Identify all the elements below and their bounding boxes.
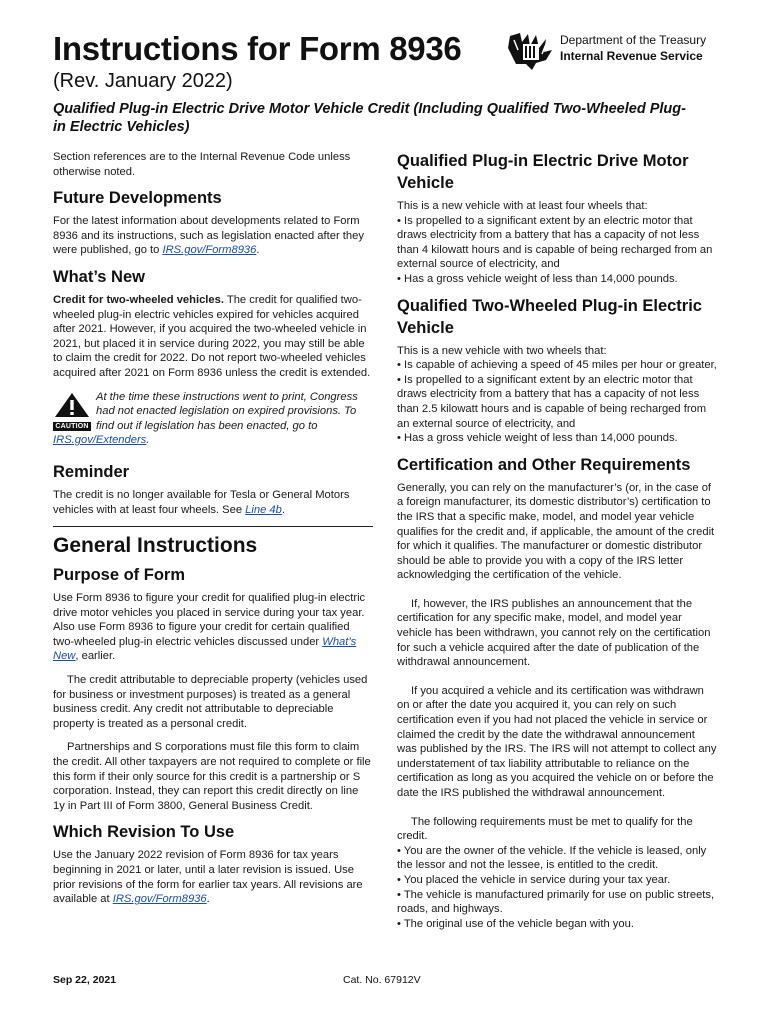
two-wheeled-heading: Qualified Two-Wheeled Plug-in Electric Vehicle: [397, 296, 702, 337]
general-instructions-heading: General Instructions: [53, 534, 258, 558]
whats-new-lead: Credit for two-wheeled vehicles.: [53, 293, 224, 306]
list-item: • The vehicle is manufactured primarily for use on public streets, roads, and highways.: [397, 888, 715, 916]
whats-new-heading: What’s New: [53, 267, 145, 286]
footer-date: Sep 22, 2021: [53, 974, 117, 986]
revision-date: (Rev. January 2022): [53, 70, 233, 92]
future-developments-text: For the latest information about developments related to Form 8936 and its instructions, such as legislation enacted after they were published, go to IRS.gov/Form8936.: [53, 215, 364, 257]
list-item: • You are the owner of the vehicle. If the vehicle is leased, only the lessor and not the lessee, is entitled to the credit.: [397, 844, 707, 872]
whats-new-link[interactable]: What’s New: [53, 635, 357, 663]
certification-paragraph-3: If you acquired a vehicle and its certification was withdrawn on or after the date you acquired it, you can rely on such certification even if you had not placed the vehicle in service or claimed the credit by the date the withdrawal announcement was published by the IRS. The IRS will not attempt to collect any understatement of tax liability attributable to reliance on the certification as long as you acquired the vehicle on or before the date the IRS published the withdrawal announcement.: [397, 684, 717, 799]
footer-catalog-number: Cat. No. 67912V: [343, 974, 421, 986]
which-revision-heading: Which Revision To Use: [53, 823, 235, 842]
agency-irs: Internal Revenue Service: [560, 49, 703, 63]
future-developments-heading: Future Developments: [53, 189, 222, 208]
irs-form8936-link-2[interactable]: IRS.gov/Form8936: [112, 893, 207, 906]
caution-label: CAUTION: [53, 422, 91, 431]
list-item: • Is capable of achieving a speed of 45 miles per hour or greater,: [397, 359, 717, 372]
certification-paragraph-4: The following requirements must be met to qualify for the credit.: [397, 815, 693, 843]
certification-heading: Certification and Other Requirements: [397, 455, 691, 474]
reminder-heading: Reminder: [53, 462, 130, 481]
section-divider: [53, 526, 373, 527]
list-item: • Is propelled to a significant extent by an electric motor that draws electricity from a battery that has a capacity of not less than 4 kilowatt hours and is capable of being recharged from an external source of electricity, and: [397, 214, 713, 271]
irs-form8936-link[interactable]: IRS.gov/Form8936: [162, 244, 257, 257]
form-subtitle: Qualified Plug-in Electric Drive Motor Vehicle Credit (Including Qualified Two-Wheeled Plug-in Electric Vehicles): [53, 101, 686, 135]
warning-triangle-icon: [54, 392, 90, 418]
ev-heading: Qualified Plug-in Electric Drive Motor Vehicle: [397, 152, 689, 192]
purpose-paragraph-3: Partnerships and S corporations must file this form to claim the credit. All other taxpayers are not required to complete or file this form if their only source for this credit is a partnership or S corporation. Instead, they can report this credit directly on line 1y in Part III of Form 3800, General Business Credit.: [53, 741, 371, 812]
list-item: • Has a gross vehicle weight of less than 14,000 pounds.: [397, 432, 678, 445]
agency-name: [560, 32, 706, 64]
list-item: • The original use of the vehicle began with you.: [397, 917, 634, 930]
list-item: • Is propelled to a significant extent by an electric motor that draws electricity from a battery that has a capacity of not less than 2.5 kilowatt hours and is capable of being recharged from an external source of electricity, and: [397, 373, 707, 430]
irs-extenders-link[interactable]: IRS.gov/Extenders: [53, 434, 147, 447]
purpose-paragraph-2: The credit attributable to depreciable property (vehicles used for business or investment purposes) is treated as a general business credit. Any credit not attributable to depreciable property is treated as a personal credit.: [53, 674, 368, 730]
left-column: [53, 150, 373, 916]
which-revision-text: Use the January 2022 revision of Form 8936 for tax years beginning in 2021 or later, until a later revision is issued. Use prior revisions of the form for earlier tax years. All revisions are available at IRS.gov/Form8936.: [53, 849, 363, 906]
purpose-paragraph-1: Use Form 8936 to figure your credit for qualified plug-in electric drive motor vehicles you placed in service during your tax year. Also use Form 8936 to figure your credit for certain qualified two-wheeled plug-in electric vehicles discussed under What’s New, earlier.: [53, 592, 366, 663]
list-item: • You placed the vehicle in service during your tax year.: [397, 873, 671, 886]
intro-text: Section references are to the Internal Revenue Code unless otherwise noted.: [53, 151, 351, 178]
ev-intro: This is a new vehicle with at least four wheels that:: [397, 200, 648, 212]
reminder-text: The credit is no longer available for Tesla or General Motors vehicles with at least four wheels. See Line 4b.: [53, 488, 350, 516]
caution-note: CAUTION At the time these instructions went to print, Congress had not enacted legislation on expired provisions. To find out if legislation has been enacted, go to IRS.gov/Extenders.: [53, 390, 358, 447]
certification-paragraph-1: Generally, you can rely on the manufacturer’s (or, in the case of a foreign manufacturer, its domestic distributor’s) certification to the IRS that a specific make, model, and model year vehicle qualifies for the credit and, if applicable, the amount of the credit for which it qualifies. The manufacturer or domestic distributor should be able to provide you with a copy of the IRS letter acknowledging the certification of the vehicle.: [397, 481, 715, 582]
page-title: Instructions for Form 8936: [53, 30, 462, 67]
caution-warning-icon: [53, 392, 91, 431]
certification-paragraph-2: If, however, the IRS publishes an announcement that the certification for any specific make, model, and model year vehicle has been withdrawn, you cannot rely on the certification for such a vehicle acquired after the date of publication of the withdrawal announcement.: [397, 597, 711, 669]
purpose-heading: Purpose of Form: [53, 566, 186, 585]
list-item: • Has a gross vehicle weight of less than 14,000 pounds.: [397, 272, 678, 285]
whats-new-text: Credit for two-wheeled vehicles. The credit for qualified two-wheeled plug-in electric vehicles expired for vehicles acquired after 2021. However, if you acquired the two-wheeled vehicle in 2021, but placed it in service during 2022, you may still be able to claim the credit for 2022. Do not report two-wheeled vehicles acquired after 2021 on Form 8936 unless the credit is extended.: [53, 293, 371, 379]
agency-department: Department of the Treasury: [560, 33, 707, 47]
line-4b-link[interactable]: Line 4b: [245, 503, 282, 516]
two-wheeled-intro: This is a new vehicle with two wheels that:: [397, 344, 607, 357]
irs-eagle-logo-icon: [506, 30, 556, 72]
right-column: [397, 150, 717, 931]
